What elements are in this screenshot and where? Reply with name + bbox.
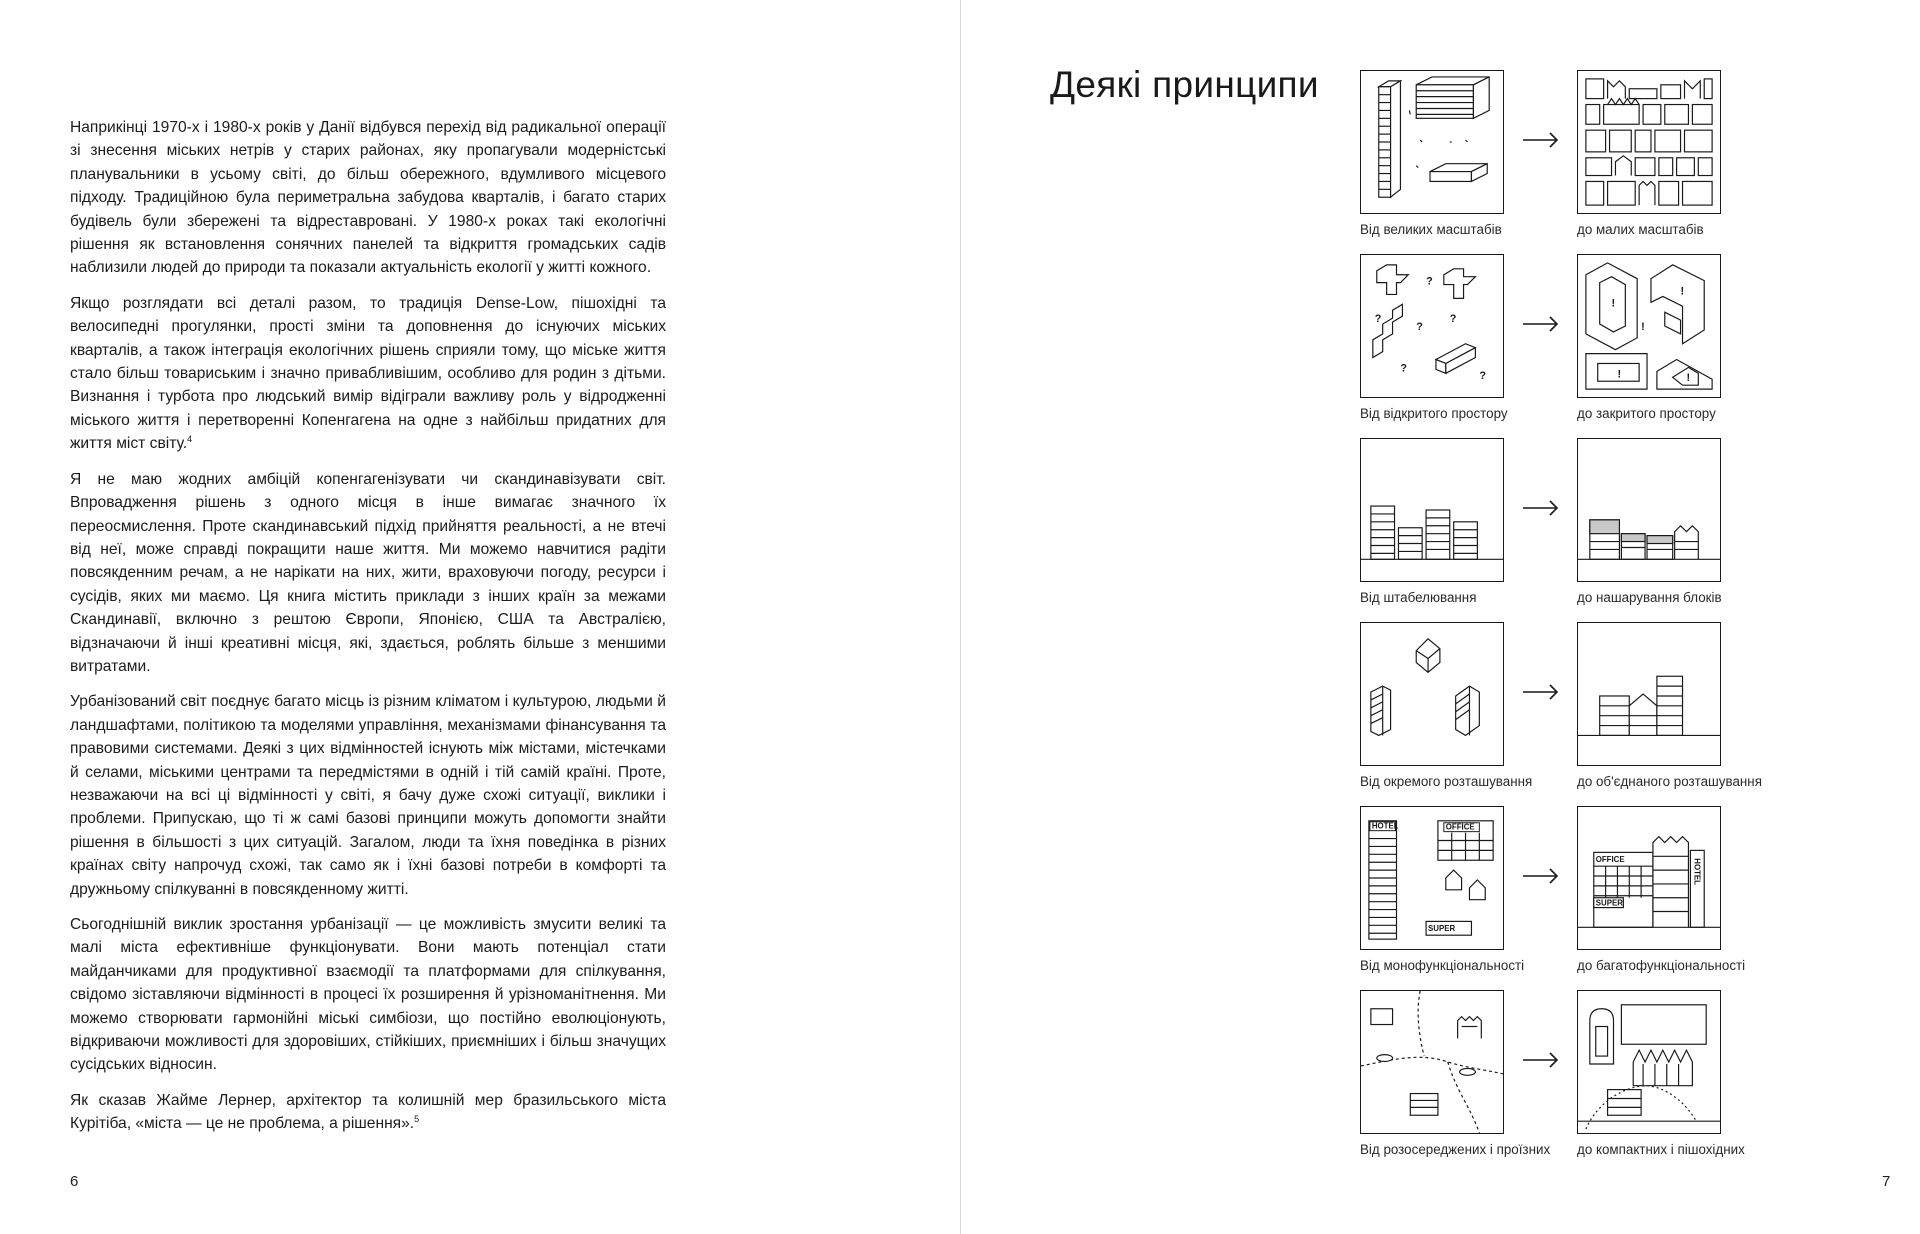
arrow-right-icon xyxy=(1522,498,1560,518)
exclamation-mark: ! xyxy=(1680,285,1685,298)
combined-buildings-icon xyxy=(1577,622,1721,766)
question-mark: ? xyxy=(1449,313,1457,326)
exclamation-mark: ! xyxy=(1617,368,1622,381)
question-mark: ? xyxy=(1479,370,1486,383)
layered-buildings-icon xyxy=(1577,438,1721,582)
question-mark: ? xyxy=(1416,320,1423,333)
page-number-right: 7 xyxy=(1882,1173,1891,1190)
arrow-right-icon xyxy=(1522,130,1560,150)
arrow-right-icon xyxy=(1522,866,1560,886)
compact-walkable-icon xyxy=(1577,990,1721,1134)
principle-row-placement xyxy=(1360,622,1920,800)
page-title: Деякі принципи xyxy=(1050,64,1319,105)
caption-from: Від окремого розташування xyxy=(1360,774,1533,789)
exclamation-mark: ! xyxy=(1686,372,1691,385)
question-mark: ? xyxy=(1374,313,1382,326)
caption-from: Від штабелювання xyxy=(1360,590,1477,605)
paragraph-2: Якщо розглядати всі деталі разом, то традиція Dense-Low, пішохідні та велосипедні прогулянки, прості зміни та доповнення до існуючих міських кварталів, а також інтеграція екологічних рішень сприяли тому, що міське життя стало більш товариським і значно привабливішим, особливо для родин з дітьми. Визнання і турбота про людський вимір відіграли важливу роль у відродженні міського життя і перетворенні Копенгагена на одне з найбільш придатних для життя міст світу.$^4$ xyxy=(70,294,666,453)
arrow-right-icon xyxy=(1522,682,1560,702)
super-sign: SUPER xyxy=(1595,898,1623,908)
paragraph-6: Як сказав Жайме Лернер, архітектор та колишній мер бразильського міста Курітіба, «міста — це не проблема, а рішення».$^5$ xyxy=(70,1091,666,1133)
caption-to: до багатофункціональності xyxy=(1577,958,1746,973)
small-scale-buildings-icon xyxy=(1577,70,1721,214)
hotel-sign: HOTEL xyxy=(1371,821,1399,831)
enclosed-space-blocks-icon xyxy=(1577,254,1721,398)
footnote-mark: 4 xyxy=(187,434,193,445)
footnote-mark: 5 xyxy=(414,1114,420,1125)
question-mark: ? xyxy=(1400,362,1408,375)
principle-row-function xyxy=(1360,806,1920,984)
caption-to: до об'єднаного розташування xyxy=(1577,774,1762,789)
caption-to: до малих масштабів xyxy=(1577,222,1704,237)
principle-row-layering xyxy=(1360,438,1920,616)
paragraph-5: Сьогоднішній виклик зростання урбанізації — це можливість змусити великі та малі міста ефективніше функціонувати. Вони мають потенціал стати майданчиками для продуктивної взаємодії та платформами для спілкування, свідомо зіставляючи відмінності в процесі їх розширення й урізноманітнення. Ми можемо створювати гармонійні міські симбіози, що постійно еволюціонують, відкриваючи можливості для здоровіших, стійкіших, приємніших і більш значущих сусідських відносин. xyxy=(70,916,666,1074)
caption-from: Від великих масштабів xyxy=(1360,222,1502,237)
office-sign: OFFICE xyxy=(1445,822,1475,832)
principle-row-mobility xyxy=(1360,990,1920,1168)
caption-to: до нашарування блоків xyxy=(1577,590,1722,605)
dispersed-drive-through-icon xyxy=(1360,990,1504,1134)
caption-from: Від відкритого простору xyxy=(1360,406,1508,421)
open-space-blocks-icon xyxy=(1360,254,1504,398)
paragraph-1: Наприкінці 1970-х і 1980-х років у Данії відбувся перехід від радикальної операції зі знесення міських нетрів у старих районах, яку пропагували модерністські планувальники в усьому світі, до більш обережного, вдумливого місцевого підходу. Традиційною була периметральна забудова кварталів, і багато старих будівель були збережені та відреставровані. У 1980-х роках такі екологічні рішення як встановлення сонячних панелей та відкриття громадських садів наблизили людей до природи та показали актуальність екології у житті кожного. xyxy=(70,119,666,277)
stacked-buildings-icon xyxy=(1360,438,1504,582)
hotel-sign: HOTEL xyxy=(1692,858,1702,885)
page-number-left: 6 xyxy=(70,1173,79,1190)
multifunctional-building-icon xyxy=(1577,806,1721,950)
question-mark: ? xyxy=(1426,275,1433,288)
caption-from: Від розосереджених і проїзних xyxy=(1360,1142,1551,1157)
arrow-right-icon xyxy=(1522,314,1560,334)
caption-to: до компактних і пішохідних xyxy=(1577,1142,1745,1157)
arrow-right-icon xyxy=(1522,1050,1560,1070)
caption-to: до закритого простору xyxy=(1577,406,1716,421)
principle-row-scale xyxy=(1360,70,1920,248)
office-sign: OFFICE xyxy=(1595,855,1625,865)
monofunctional-buildings-icon xyxy=(1360,806,1504,950)
paragraph-4: Урбанізований світ поєднує багато місць із різним кліматом і культурою, людьми й ландшафтами, політикою та моделями управління, механізмами фінансування та правовими системами. Деякі з цих відмінностей існують між містами, містечками й селами, міськими центрами та передмістями в одній і тій самій країні. Проте, незважаючи на всі ці відмінності у світі, я бачу дуже схожі ситуації, виклики і проблеми. Припускаю, що ті ж самі базові принципи можуть допомогти знайти рішення в більшості з цих ситуацій. Загалом, люди та їхня поведінка в різних країнах світу напрочуд схожі, так само як і їхні базові потреби в комфорті та дружньому спілкуванні в повсякденному житті. xyxy=(70,693,666,898)
separate-buildings-icon xyxy=(1360,622,1504,766)
exclamation-mark: ! xyxy=(1641,320,1645,333)
large-scale-buildings-icon xyxy=(1360,70,1504,214)
text-column xyxy=(70,116,666,1148)
principle-row-space xyxy=(1360,254,1920,432)
exclamation-mark: ! xyxy=(1611,297,1616,310)
super-sign: SUPER xyxy=(1428,924,1456,934)
caption-from: Від монофункціональності xyxy=(1360,958,1525,973)
paragraph-3: Я не маю жодних амбіцій копенгагенізувати чи скандинавізувати світ. Впровадження рішень з одного місця в інше вимагає значного їх переосмислення. Проте скандинавський підхід прийняття реальності, а не втечі від неї, може справді покращити наше життя. Ми можемо навчитися радіти повсякденним речам, а не нарікати на них, жити, враховуючи погоду, ресурси і сусідів, яких ми маємо. Ця книга містить приклади з інших країн за межами Скандинавії, включно з рештою Європи, Японією, США та Австралією, відзначаючи й інші креативні місця, які, здається, роблять більше з меншими витратами. xyxy=(70,470,666,675)
